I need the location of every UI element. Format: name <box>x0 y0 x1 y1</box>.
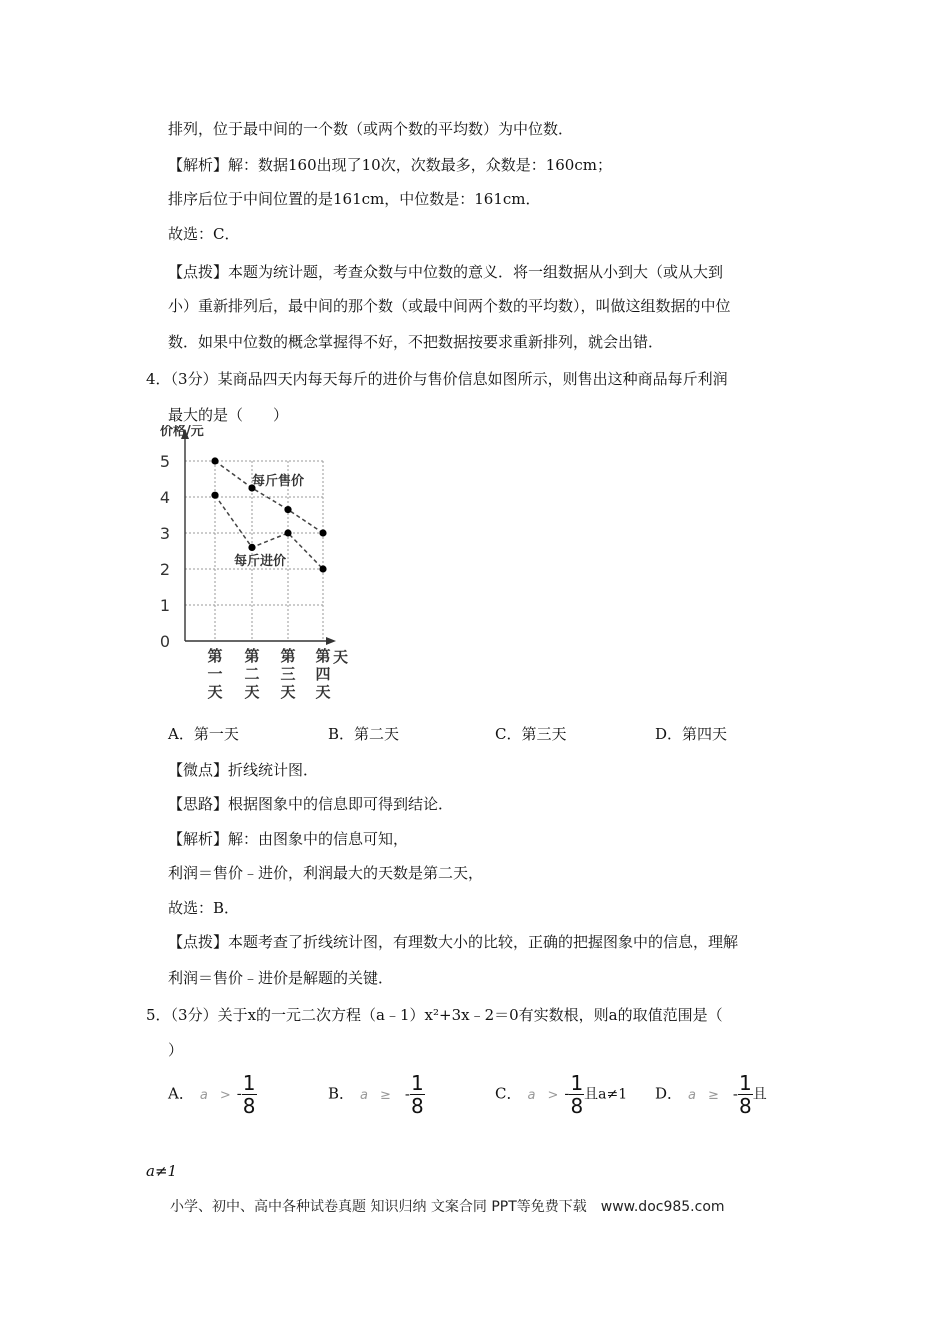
option-label: A． <box>168 1084 194 1103</box>
text-line: 【点拨】本题为统计题，考查众数与中位数的意义．将一组数据从小到大（或从大到 <box>168 263 724 281</box>
text-line: 小）重新排列后，最中间的那个数（或最中间两个数的平均数），叫做这组数据的中位 <box>168 297 731 315</box>
ge-sign: ≥ <box>380 1087 391 1103</box>
option-c[interactable]: C．第三天 <box>495 725 567 743</box>
y-tick-label: 4 <box>159 488 170 507</box>
option-b[interactable]: B．第二天 <box>328 725 400 743</box>
minus-sign: - <box>564 1084 570 1103</box>
x-tick-label: 二 <box>244 665 260 683</box>
text-line: 【思路】根据图象中的信息即可得到结论． <box>168 795 454 813</box>
x-tick-label: 天 <box>207 683 223 701</box>
data-point <box>284 506 291 513</box>
data-point <box>248 544 255 551</box>
option-a[interactable] <box>168 1072 257 1117</box>
variable-a: a <box>199 1087 208 1103</box>
text-line: a≠1 <box>146 1162 178 1180</box>
series-label: 每斤售价 <box>252 474 305 489</box>
fraction-one-eighth: $\frac{1}{8}$ <box>738 1071 752 1118</box>
text-line: 排序后位于中间位置的是161cm，中位数是：161cm． <box>168 190 541 208</box>
y-tick-label: 2 <box>159 560 170 579</box>
x-tick-label: 一 <box>207 665 223 683</box>
gt-sign: > <box>219 1087 231 1103</box>
fraction-one-eighth: $\frac{1}{8}$ <box>570 1071 584 1118</box>
option-d[interactable] <box>655 1072 767 1117</box>
question-stem: ） <box>168 1041 184 1059</box>
option-label: D． <box>655 1084 683 1103</box>
option-c[interactable] <box>495 1072 627 1117</box>
x-tick-label: 第 <box>207 647 223 665</box>
y-tick-label: 5 <box>159 452 170 471</box>
text-line: 排列，位于最中间的一个数（或两个数的平均数）为中位数． <box>168 120 574 138</box>
data-point <box>211 457 218 464</box>
data-point <box>319 565 326 572</box>
x-tick-label: 天 <box>315 683 331 701</box>
question-stem: 4．（3分）某商品四天内每天每斤的进价与售价信息如图所示，则售出这种商品每斤利润 <box>146 370 728 388</box>
fraction-one-eighth: $\frac{1}{8}$ <box>410 1071 424 1118</box>
minus-sign: - <box>732 1084 738 1103</box>
x-tick-label: 第 <box>280 647 296 665</box>
minus-sign: - <box>236 1084 242 1103</box>
option-a[interactable]: A．第一天 <box>168 725 239 743</box>
question-stem: 最大的是（ ） <box>168 406 289 424</box>
x-tick-label: 第 <box>315 647 331 665</box>
text-line: 【微点】折线统计图． <box>168 761 319 779</box>
ge-sign: ≥ <box>708 1087 719 1103</box>
x-axis-arrow <box>326 637 336 645</box>
data-point <box>211 492 218 499</box>
x-tick-label: 四 <box>315 665 331 683</box>
text-line: 利润＝售价﹣进价是解题的关键． <box>168 969 394 987</box>
text-line: 故选：C． <box>168 225 240 243</box>
minus-sign: - <box>404 1084 410 1103</box>
variable-a: a <box>360 1087 368 1103</box>
text-line: 利润＝售价﹣进价，利润最大的天数是第二天， <box>168 864 484 882</box>
series-label: 每斤进价 <box>234 554 287 569</box>
option-label: B． <box>328 1084 355 1103</box>
gt-sign: > <box>547 1087 559 1103</box>
variable-a: a <box>688 1087 696 1103</box>
text-line: 【解析】解：由图象中的信息可知， <box>168 830 409 848</box>
price-line-chart <box>150 425 350 705</box>
y-tick-label: 1 <box>159 596 170 615</box>
x-tick-label: 第 <box>244 647 260 665</box>
text-line: 故选：B． <box>168 899 240 917</box>
x-axis-label: 天 <box>333 648 349 666</box>
footer-ad: 小学、初中、高中各种试卷真题 知识归纳 文案合同 PPT等免费下载 www.doc985.com <box>170 1199 725 1215</box>
x-tick-label: 三 <box>280 665 296 683</box>
condition-text: 且a≠1 <box>584 1086 628 1103</box>
y-axis-label: 价格/元 <box>160 425 204 439</box>
text-line: 【解析】解：数据160出现了10次，次数最多，众数是：160cm； <box>168 156 612 174</box>
variable-a: a <box>527 1087 536 1103</box>
option-d[interactable]: D．第四天 <box>655 725 728 743</box>
condition-text: 且 <box>752 1086 767 1103</box>
data-point <box>319 529 326 536</box>
option-b[interactable] <box>328 1072 425 1117</box>
x-tick-label: 天 <box>244 683 260 701</box>
question-stem: 5．（3分）关于x的一元二次方程（a﹣1）x²+3x﹣2＝0有实数根，则a的取值范围是（ <box>146 1006 723 1024</box>
y-tick-label: 3 <box>159 524 170 543</box>
fraction-one-eighth: $\frac{1}{8}$ <box>242 1071 256 1118</box>
text-line: 【点拨】本题考查了折线统计图，有理数大小的比较，正确的把握图象中的信息，理解 <box>168 933 739 951</box>
data-point <box>284 529 291 536</box>
y-tick-label: 0 <box>159 632 170 651</box>
option-label: C． <box>495 1084 522 1103</box>
x-tick-label: 天 <box>280 683 296 701</box>
text-line: 数．如果中位数的概念掌握得不好，不把数据按要求重新排列，就会出错． <box>168 333 664 351</box>
